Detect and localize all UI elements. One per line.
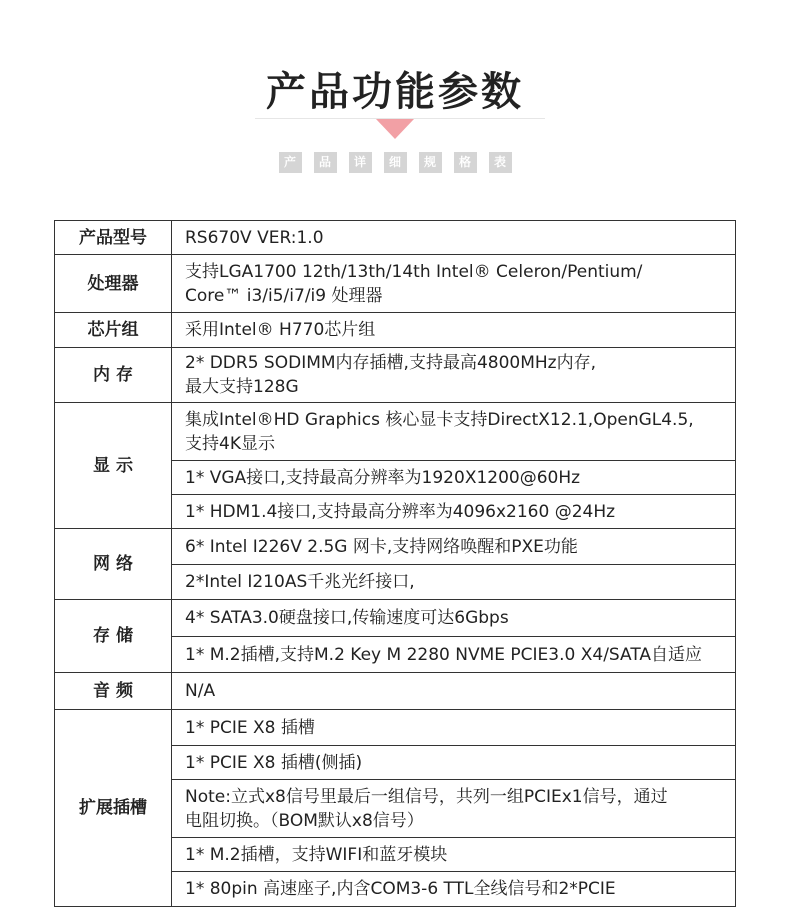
spec-value <box>172 461 736 495</box>
spec-value-line: 4* SATA3.0硬盘接口,传输速度可达6Gbps <box>185 608 509 628</box>
spec-value-line: RS670V VER:1.0 <box>185 227 324 248</box>
spec-value <box>172 872 736 907</box>
table-row <box>55 221 736 255</box>
table-row <box>55 710 736 746</box>
spec-value-line: Note:立式x8信号里最后一组信号，共列一组PCIEx1信号，通过 <box>185 786 668 807</box>
spec-label: 内 存 <box>55 348 172 403</box>
spec-value <box>172 600 736 637</box>
spec-value-line: 1* 80pin 高速座子,内含COM3-6 TTL全线信号和2*PCIE <box>185 879 616 899</box>
spec-value-line: 支持LGA1700 12th/13th/14th Intel® Celeron/Pentium/ <box>185 261 643 282</box>
table-row <box>55 255 736 313</box>
table-row <box>55 600 736 637</box>
spec-label: 芯片组 <box>55 313 172 348</box>
subtitle-char: 详 <box>349 152 372 173</box>
spec-label: 网 络 <box>55 529 172 600</box>
spec-value-line: 2* DDR5 SODIMM内存插槽,支持最高4800MHz内存, <box>185 353 596 373</box>
spec-value-line: 1* PCIE X8 插槽 <box>185 717 315 738</box>
spec-value-line: 1* VGA接口,支持最高分辨率为1920X1200@60Hz <box>185 467 581 488</box>
down-arrow-icon <box>376 119 414 139</box>
spec-label: 显 示 <box>55 403 172 529</box>
subtitle-char: 格 <box>454 152 477 173</box>
spec-value-line: 1* M.2插槽,支持M.2 Key M 2280 NVME PCIE3.0 X4/SATA自适应 <box>185 644 703 665</box>
spec-table <box>54 220 736 907</box>
table-row <box>55 348 736 403</box>
spec-label: 存 储 <box>55 600 172 673</box>
spec-value <box>172 637 736 673</box>
subtitle-char: 品 <box>314 152 337 173</box>
spec-value-line: 1* PCIE X8 插槽(侧插) <box>185 752 363 773</box>
spec-value <box>172 403 736 461</box>
spec-value <box>172 673 736 710</box>
table-row <box>55 313 736 348</box>
subtitle <box>0 152 790 173</box>
spec-value-line: Core™ i3/i5/i7/i9 处理器 <box>185 285 383 306</box>
page-title: 产品功能参数 <box>266 69 524 115</box>
spec-value-line: 支持4K显示 <box>185 433 275 454</box>
spec-value <box>172 529 736 565</box>
subtitle-char: 规 <box>419 152 442 173</box>
spec-value-line: 采用Intel® H770芯片组 <box>185 320 376 340</box>
spec-value <box>172 565 736 600</box>
table-row <box>55 673 736 710</box>
subtitle-char: 产 <box>279 152 302 173</box>
spec-label: 扩展插槽 <box>55 710 172 907</box>
spec-value <box>172 221 736 255</box>
spec-value <box>172 746 736 780</box>
spec-label: 产品型号 <box>55 221 172 255</box>
spec-value-line: 1* HDM1.4接口,支持最高分辨率为4096x2160 @24Hz <box>185 501 616 522</box>
spec-value-line: 电阻切换。（BOM默认x8信号） <box>185 810 424 831</box>
spec-value-line: 集成Intel®HD Graphics 核心显卡支持DirectX12.1,OpenGL4.5, <box>185 409 694 430</box>
spec-value-line: 6* Intel I226V 2.5G 网卡,支持网络唤醒和PXE功能 <box>185 536 578 557</box>
subtitle-char: 表 <box>489 152 512 173</box>
spec-value <box>172 348 736 403</box>
spec-label: 处理器 <box>55 255 172 313</box>
spec-value <box>172 710 736 746</box>
spec-value <box>172 780 736 838</box>
spec-value <box>172 255 736 313</box>
spec-value <box>172 838 736 872</box>
spec-value-line: 2*Intel I210AS千兆光纤接口, <box>185 572 415 592</box>
spec-value-line: 1* M.2插槽，支持WIFI和蓝牙模块 <box>185 844 448 865</box>
spec-label: 音 频 <box>55 673 172 710</box>
spec-value-line: N/A <box>185 681 216 701</box>
spec-value <box>172 495 736 529</box>
table-row <box>55 403 736 461</box>
spec-value-line: 最大支持128G <box>185 377 299 397</box>
spec-value <box>172 313 736 348</box>
subtitle-char: 细 <box>384 152 407 173</box>
table-row <box>55 529 736 565</box>
